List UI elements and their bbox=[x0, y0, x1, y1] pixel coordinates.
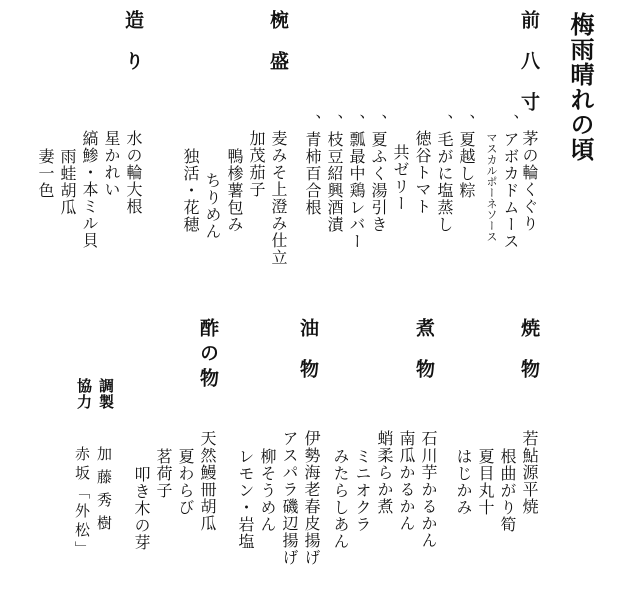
dish-line: 共ゼリー bbox=[391, 144, 410, 212]
dish-line: 夏目丸十 bbox=[476, 448, 495, 516]
dish-line: 徳谷トマト bbox=[413, 130, 432, 215]
dish-line: 天然鰻冊胡瓜 bbox=[198, 430, 217, 532]
dish-line: 、毛がに塩蒸し bbox=[435, 114, 454, 233]
dish-line: 縞鯵・本ミル貝 bbox=[80, 130, 99, 249]
dish-subline: マスカルポーネソース bbox=[485, 132, 498, 242]
section-heading: 煮物 bbox=[413, 318, 435, 400]
dish-line: 鴨椮薯包み bbox=[225, 148, 244, 233]
section-heading: 油物 bbox=[297, 318, 319, 400]
menu-title: 梅雨晴れの頃 bbox=[566, 12, 595, 162]
dish-line: はじかみ bbox=[454, 448, 473, 516]
dish-line: 、夏越し粽 bbox=[457, 114, 476, 199]
credit-name: 加藤秀樹 bbox=[95, 446, 113, 538]
dish-line: ちりめん bbox=[203, 172, 222, 240]
dish-line: 水の輪大根 bbox=[124, 130, 143, 215]
section-heading: 酢の物 bbox=[197, 318, 219, 393]
section-heading: 前八寸 bbox=[518, 10, 540, 133]
credit-label: 協力 bbox=[75, 378, 93, 410]
dish-line: 石川芋かるかん bbox=[419, 430, 438, 549]
dish-line: 根曲がり筍 bbox=[498, 448, 517, 533]
dish-line: 茗荷子 bbox=[154, 448, 173, 499]
dish-line: 星かれい bbox=[102, 130, 121, 198]
dish-line: 茅の輪くぐり bbox=[520, 130, 539, 232]
dish-line: 独活・花穂 bbox=[181, 148, 200, 233]
dish-line: 柳そうめん bbox=[258, 448, 277, 533]
dish-line: 叩き木の芽 bbox=[132, 466, 151, 551]
dish-line: 若鮎源平焼 bbox=[520, 430, 539, 515]
dish-line: 、青柿百合根 bbox=[303, 114, 322, 216]
section-heading: 焼物 bbox=[518, 318, 540, 400]
dish-line: 、アボカドムース bbox=[501, 114, 520, 250]
section-heading: 造り bbox=[122, 10, 144, 92]
dish-line: 加茂茄子 bbox=[247, 130, 266, 198]
credit-name: 赤坂「外松」 bbox=[73, 446, 91, 560]
dish-line: 雨蛙胡瓜 bbox=[58, 148, 77, 216]
dish-line: 、夏ふく湯引き bbox=[369, 114, 388, 233]
dish-line: 、枝豆紹興酒漬 bbox=[325, 114, 344, 233]
dish-line: レモン・岩塩 bbox=[236, 448, 255, 550]
dish-line: 、瓢最中鶏レバー bbox=[347, 114, 366, 250]
dish-line: 南瓜かるかん bbox=[397, 430, 416, 532]
section-heading: 椀盛 bbox=[267, 10, 289, 92]
dish-line: 夏わらび bbox=[176, 448, 195, 516]
dish-line: アスパラ磯辺揚げ bbox=[280, 430, 299, 566]
dish-line: みたらしあん bbox=[331, 448, 350, 550]
dish-line: 蛸柔らか煮 bbox=[375, 430, 394, 515]
dish-line: 麦みそ上澄み仕立 bbox=[269, 130, 288, 266]
credit-label: 調製 bbox=[97, 378, 115, 410]
dish-line: ミニオクラ bbox=[353, 448, 372, 533]
dish-line: 伊勢海老春皮揚げ bbox=[302, 430, 321, 566]
dish-line: 妻一色 bbox=[36, 148, 55, 199]
